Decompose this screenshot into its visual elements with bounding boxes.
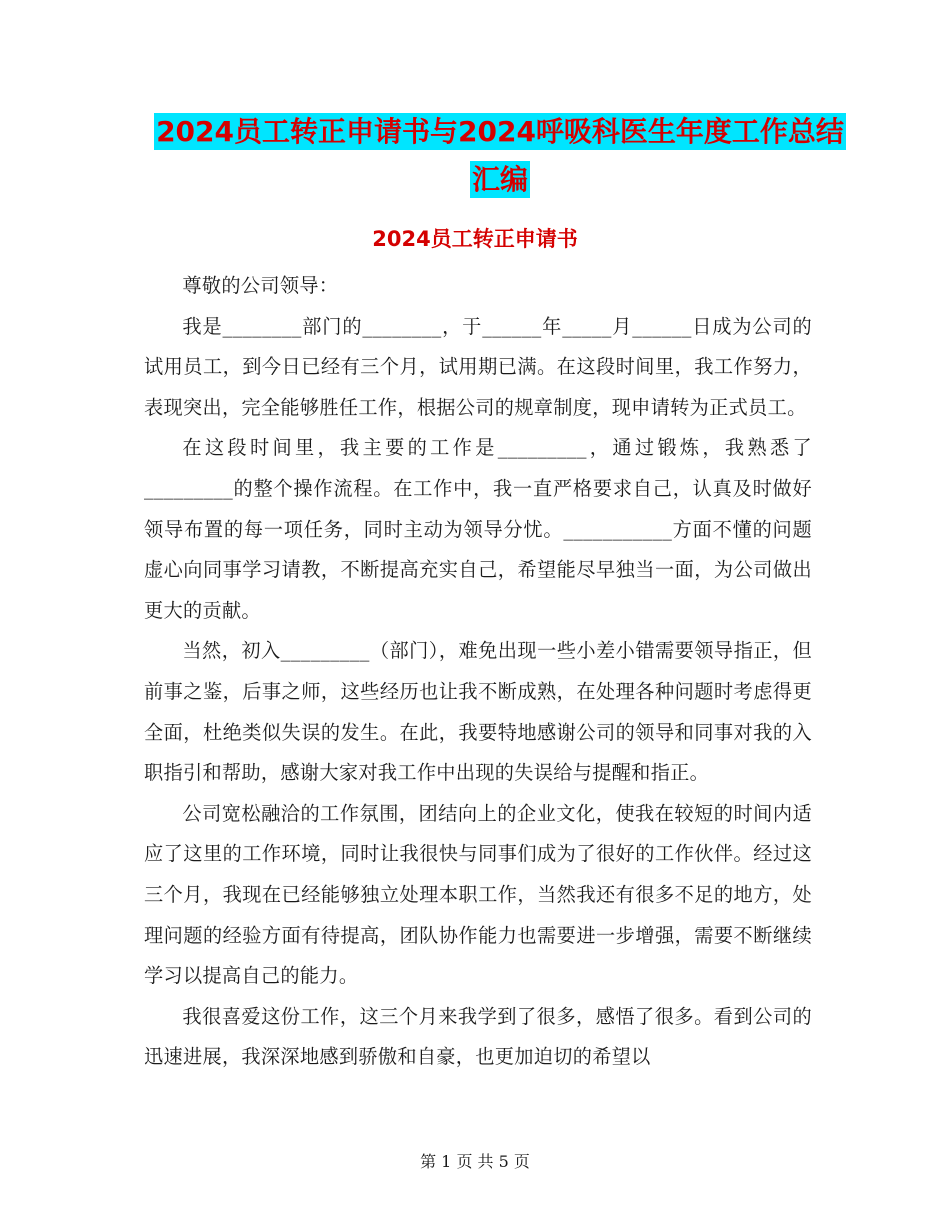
document-title-line1: 2024员工转正申请书与2024呼吸科医生年度工作总结	[156, 115, 844, 148]
document-title	[140, 108, 860, 204]
document-title-line2: 汇编	[471, 163, 528, 196]
salutation: 尊敬的公司领导：	[182, 274, 339, 297]
paragraph: 当然，初入_________（部门），难免出现一些小差小错需要领导指正，但前事之鉴，后事之师，这些经历也让我不断成熟，在处理各种问题时考虑得更全面，杜绝类似失误的发生。在此，我要特地感谢公司的领导和同事对我的入职指引和帮助，感谢大家对我工作中出现的失误给与提醒和指正。	[144, 639, 812, 785]
paragraph: 在这段时间里，我主要的工作是_________，通过锻炼，我熟悉了_________的整个操作流程。在工作中，我一直严格要求自己，认真及时做好领导布置的每一项任务，同时主动为领导分忧。___________方面不懂的问题虚心向同事学习请教，不断提高充实自己，希望能尽早独当一面，为公司做出更大的贡献。	[144, 436, 812, 622]
page-footer: 第 1 页 共 5 页	[420, 1152, 530, 1171]
section-title: 2024员工转正申请书	[372, 227, 578, 251]
paragraph: 我是________部门的________，于______年_____月______日成为公司的试用员工，到今日已经有三个月，试用期已满。在这段时间里，我工作努力，表现突出，完全能够胜任工作，根据公司的规章制度，现申请转为正式员工。	[144, 314, 812, 419]
paragraph: 我很喜爱这份工作，这三个月来我学到了很多，感悟了很多。看到公司的迅速进展，我深深地感到骄傲和自豪，也更加迫切的希望以	[144, 1004, 812, 1069]
paragraph: 公司宽松融洽的工作氛围，团结向上的企业文化，使我在较短的时间内适应了这里的工作环境，同时让我很快与同事们成为了很好的工作伙伴。经过这三个月，我现在已经能够独立处理本职工作，当然我还有很多不足的地方，处理问题的经验方面有待提高，团队协作能力也需要进一步增强，需要不断继续学习以提高自己的能力。	[144, 801, 812, 988]
document-body	[144, 266, 812, 1078]
